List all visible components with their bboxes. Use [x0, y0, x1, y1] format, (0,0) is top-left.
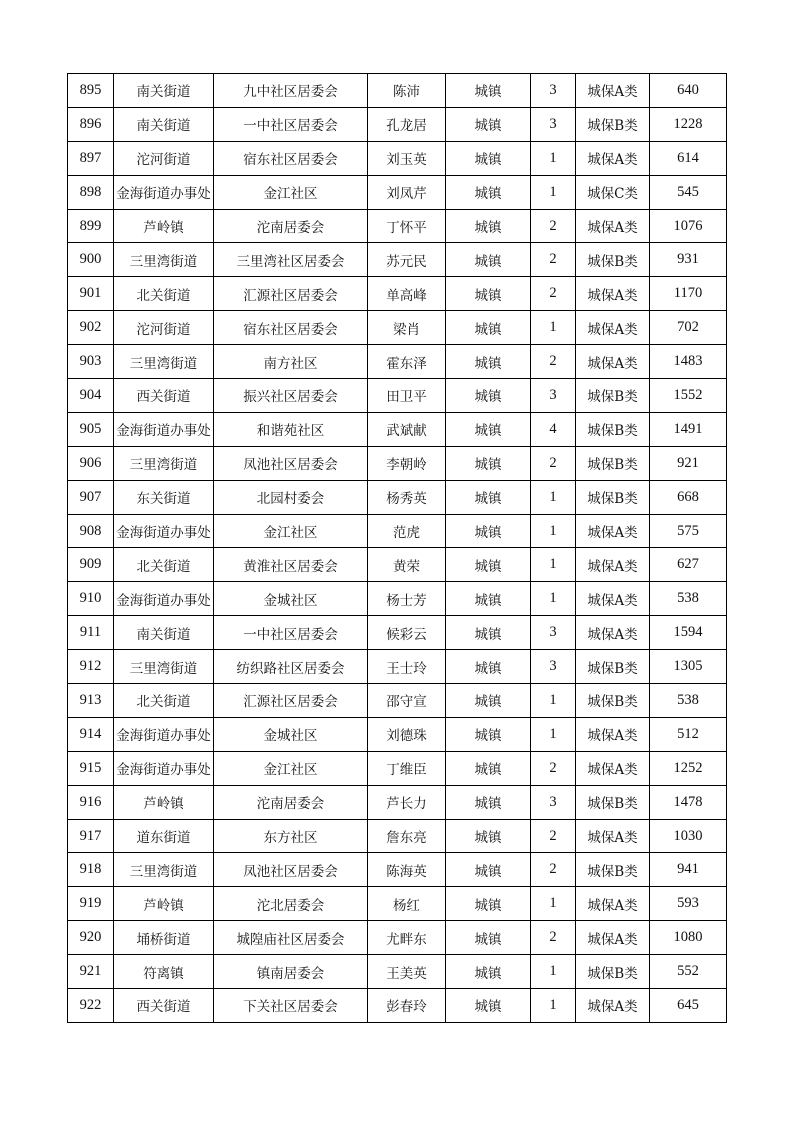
- community-cell: 凤池社区居委会: [214, 446, 368, 480]
- street-cell: 金海街道办事处: [114, 582, 214, 616]
- row-number-cell: 906: [68, 446, 114, 480]
- insurance-category-cell: 城保B类: [576, 480, 650, 514]
- data-table: [67, 73, 727, 1023]
- community-cell: 一中社区居委会: [214, 107, 368, 141]
- insurance-category-cell: 城保A类: [576, 277, 650, 311]
- name-cell: 尤畔东: [368, 921, 446, 955]
- name-cell: 单高峰: [368, 277, 446, 311]
- amount-cell: 1228: [650, 107, 727, 141]
- table-body: [68, 74, 727, 1023]
- table-row: [68, 209, 727, 243]
- community-cell: 宿东社区居委会: [214, 141, 368, 175]
- name-cell: 丁维臣: [368, 751, 446, 785]
- insurance-category-cell: 城保A类: [576, 141, 650, 175]
- household-count-cell: 2: [531, 751, 576, 785]
- insurance-category-cell: 城保A类: [576, 616, 650, 650]
- amount-cell: 702: [650, 311, 727, 345]
- community-cell: 金城社区: [214, 717, 368, 751]
- household-count-cell: 1: [531, 989, 576, 1023]
- street-cell: 金海街道办事处: [114, 717, 214, 751]
- row-number-cell: 898: [68, 175, 114, 209]
- amount-cell: 941: [650, 853, 727, 887]
- street-cell: 南关街道: [114, 107, 214, 141]
- table-row: [68, 277, 727, 311]
- insurance-category-cell: 城保A类: [576, 921, 650, 955]
- row-number-cell: 897: [68, 141, 114, 175]
- insurance-category-cell: 城保A类: [576, 514, 650, 548]
- name-cell: 田卫平: [368, 379, 446, 413]
- amount-cell: 538: [650, 582, 727, 616]
- insurance-category-cell: 城保A类: [576, 74, 650, 108]
- table-row: [68, 311, 727, 345]
- street-cell: 北关街道: [114, 548, 214, 582]
- community-cell: 南方社区: [214, 345, 368, 379]
- insurance-category-cell: 城保B类: [576, 650, 650, 684]
- insurance-category-cell: 城保A类: [576, 751, 650, 785]
- area-type-cell: 城镇: [446, 616, 531, 650]
- table-row: [68, 751, 727, 785]
- household-count-cell: 2: [531, 853, 576, 887]
- community-cell: 沱南居委会: [214, 209, 368, 243]
- name-cell: 詹东亮: [368, 819, 446, 853]
- table-row: [68, 582, 727, 616]
- table-row: [68, 514, 727, 548]
- area-type-cell: 城镇: [446, 819, 531, 853]
- household-count-cell: 3: [531, 616, 576, 650]
- row-number-cell: 908: [68, 514, 114, 548]
- household-count-cell: 1: [531, 887, 576, 921]
- row-number-cell: 913: [68, 684, 114, 718]
- row-number-cell: 916: [68, 785, 114, 819]
- insurance-category-cell: 城保B类: [576, 684, 650, 718]
- table-row: [68, 412, 727, 446]
- community-cell: 沱南居委会: [214, 785, 368, 819]
- area-type-cell: 城镇: [446, 277, 531, 311]
- household-count-cell: 2: [531, 819, 576, 853]
- community-cell: 沱北居委会: [214, 887, 368, 921]
- street-cell: 金海街道办事处: [114, 514, 214, 548]
- area-type-cell: 城镇: [446, 446, 531, 480]
- household-count-cell: 1: [531, 717, 576, 751]
- table-row: [68, 684, 727, 718]
- household-count-cell: 1: [531, 141, 576, 175]
- table-row: [68, 379, 727, 413]
- row-number-cell: 920: [68, 921, 114, 955]
- row-number-cell: 911: [68, 616, 114, 650]
- community-cell: 三里湾社区居委会: [214, 243, 368, 277]
- area-type-cell: 城镇: [446, 141, 531, 175]
- insurance-category-cell: 城保B类: [576, 107, 650, 141]
- area-type-cell: 城镇: [446, 175, 531, 209]
- community-cell: 东方社区: [214, 819, 368, 853]
- amount-cell: 593: [650, 887, 727, 921]
- row-number-cell: 917: [68, 819, 114, 853]
- area-type-cell: 城镇: [446, 514, 531, 548]
- name-cell: 王美英: [368, 955, 446, 989]
- household-count-cell: 2: [531, 209, 576, 243]
- name-cell: 丁怀平: [368, 209, 446, 243]
- household-count-cell: 3: [531, 650, 576, 684]
- name-cell: 陈海英: [368, 853, 446, 887]
- household-count-cell: 2: [531, 243, 576, 277]
- insurance-category-cell: 城保A类: [576, 345, 650, 379]
- name-cell: 李朝岭: [368, 446, 446, 480]
- amount-cell: 921: [650, 446, 727, 480]
- amount-cell: 1170: [650, 277, 727, 311]
- name-cell: 霍东泽: [368, 345, 446, 379]
- row-number-cell: 909: [68, 548, 114, 582]
- amount-cell: 1552: [650, 379, 727, 413]
- name-cell: 刘德珠: [368, 717, 446, 751]
- community-cell: 黄淮社区居委会: [214, 548, 368, 582]
- name-cell: 黄荣: [368, 548, 446, 582]
- household-count-cell: 3: [531, 379, 576, 413]
- community-cell: 汇源社区居委会: [214, 684, 368, 718]
- row-number-cell: 901: [68, 277, 114, 311]
- table-row: [68, 74, 727, 108]
- household-count-cell: 3: [531, 74, 576, 108]
- table-row: [68, 785, 727, 819]
- area-type-cell: 城镇: [446, 751, 531, 785]
- street-cell: 金海街道办事处: [114, 175, 214, 209]
- insurance-category-cell: 城保A类: [576, 819, 650, 853]
- area-type-cell: 城镇: [446, 887, 531, 921]
- street-cell: 北关街道: [114, 684, 214, 718]
- household-count-cell: 2: [531, 446, 576, 480]
- community-cell: 金江社区: [214, 751, 368, 785]
- insurance-category-cell: 城保B类: [576, 785, 650, 819]
- household-count-cell: 1: [531, 548, 576, 582]
- area-type-cell: 城镇: [446, 921, 531, 955]
- area-type-cell: 城镇: [446, 548, 531, 582]
- area-type-cell: 城镇: [446, 107, 531, 141]
- insurance-category-cell: 城保B类: [576, 243, 650, 277]
- area-type-cell: 城镇: [446, 717, 531, 751]
- amount-cell: 1594: [650, 616, 727, 650]
- street-cell: 埇桥街道: [114, 921, 214, 955]
- insurance-category-cell: 城保A类: [576, 582, 650, 616]
- street-cell: 三里湾街道: [114, 243, 214, 277]
- name-cell: 邵守宣: [368, 684, 446, 718]
- insurance-category-cell: 城保A类: [576, 209, 650, 243]
- area-type-cell: 城镇: [446, 955, 531, 989]
- community-cell: 汇源社区居委会: [214, 277, 368, 311]
- name-cell: 杨秀英: [368, 480, 446, 514]
- community-cell: 镇南居委会: [214, 955, 368, 989]
- row-number-cell: 907: [68, 480, 114, 514]
- amount-cell: 614: [650, 141, 727, 175]
- insurance-category-cell: 城保B类: [576, 446, 650, 480]
- name-cell: 武斌献: [368, 412, 446, 446]
- row-number-cell: 904: [68, 379, 114, 413]
- table-row: [68, 989, 727, 1023]
- amount-cell: 575: [650, 514, 727, 548]
- amount-cell: 645: [650, 989, 727, 1023]
- table-row: [68, 345, 727, 379]
- row-number-cell: 900: [68, 243, 114, 277]
- amount-cell: 545: [650, 175, 727, 209]
- table-row: [68, 548, 727, 582]
- street-cell: 三里湾街道: [114, 853, 214, 887]
- area-type-cell: 城镇: [446, 480, 531, 514]
- household-count-cell: 2: [531, 277, 576, 311]
- street-cell: 金海街道办事处: [114, 751, 214, 785]
- table-row: [68, 616, 727, 650]
- name-cell: 彭春玲: [368, 989, 446, 1023]
- amount-cell: 1491: [650, 412, 727, 446]
- street-cell: 南关街道: [114, 74, 214, 108]
- name-cell: 芦长力: [368, 785, 446, 819]
- table-row: [68, 921, 727, 955]
- street-cell: 芦岭镇: [114, 887, 214, 921]
- household-count-cell: 2: [531, 921, 576, 955]
- insurance-category-cell: 城保A类: [576, 989, 650, 1023]
- row-number-cell: 899: [68, 209, 114, 243]
- insurance-category-cell: 城保B类: [576, 853, 650, 887]
- row-number-cell: 912: [68, 650, 114, 684]
- table-row: [68, 717, 727, 751]
- row-number-cell: 905: [68, 412, 114, 446]
- street-cell: 沱河街道: [114, 141, 214, 175]
- amount-cell: 1305: [650, 650, 727, 684]
- amount-cell: 627: [650, 548, 727, 582]
- table-row: [68, 650, 727, 684]
- name-cell: 刘玉英: [368, 141, 446, 175]
- amount-cell: 1030: [650, 819, 727, 853]
- community-cell: 九中社区居委会: [214, 74, 368, 108]
- community-cell: 凤池社区居委会: [214, 853, 368, 887]
- amount-cell: 640: [650, 74, 727, 108]
- area-type-cell: 城镇: [446, 74, 531, 108]
- name-cell: 孔龙居: [368, 107, 446, 141]
- household-count-cell: 1: [531, 480, 576, 514]
- community-cell: 金江社区: [214, 175, 368, 209]
- table-row: [68, 955, 727, 989]
- row-number-cell: 902: [68, 311, 114, 345]
- community-cell: 城隍庙社区居委会: [214, 921, 368, 955]
- community-cell: 宿东社区居委会: [214, 311, 368, 345]
- table-row: [68, 446, 727, 480]
- area-type-cell: 城镇: [446, 684, 531, 718]
- area-type-cell: 城镇: [446, 209, 531, 243]
- table-row: [68, 175, 727, 209]
- table-row: [68, 243, 727, 277]
- street-cell: 芦岭镇: [114, 209, 214, 243]
- street-cell: 西关街道: [114, 379, 214, 413]
- insurance-category-cell: 城保B类: [576, 412, 650, 446]
- street-cell: 北关街道: [114, 277, 214, 311]
- street-cell: 东关街道: [114, 480, 214, 514]
- amount-cell: 668: [650, 480, 727, 514]
- community-cell: 下关社区居委会: [214, 989, 368, 1023]
- community-cell: 纺织路社区居委会: [214, 650, 368, 684]
- community-cell: 金江社区: [214, 514, 368, 548]
- street-cell: 三里湾街道: [114, 650, 214, 684]
- row-number-cell: 915: [68, 751, 114, 785]
- community-cell: 金城社区: [214, 582, 368, 616]
- insurance-category-cell: 城保A类: [576, 887, 650, 921]
- name-cell: 刘凤芹: [368, 175, 446, 209]
- name-cell: 候彩云: [368, 616, 446, 650]
- amount-cell: 1478: [650, 785, 727, 819]
- street-cell: 南关街道: [114, 616, 214, 650]
- household-count-cell: 1: [531, 582, 576, 616]
- name-cell: 杨士芳: [368, 582, 446, 616]
- community-cell: 北园村委会: [214, 480, 368, 514]
- area-type-cell: 城镇: [446, 311, 531, 345]
- insurance-category-cell: 城保A类: [576, 548, 650, 582]
- insurance-category-cell: 城保A类: [576, 717, 650, 751]
- household-count-cell: 3: [531, 785, 576, 819]
- row-number-cell: 914: [68, 717, 114, 751]
- row-number-cell: 896: [68, 107, 114, 141]
- name-cell: 范虎: [368, 514, 446, 548]
- street-cell: 道东街道: [114, 819, 214, 853]
- row-number-cell: 918: [68, 853, 114, 887]
- street-cell: 符离镇: [114, 955, 214, 989]
- name-cell: 王士玲: [368, 650, 446, 684]
- table-row: [68, 853, 727, 887]
- area-type-cell: 城镇: [446, 379, 531, 413]
- amount-cell: 538: [650, 684, 727, 718]
- area-type-cell: 城镇: [446, 412, 531, 446]
- street-cell: 沱河街道: [114, 311, 214, 345]
- row-number-cell: 903: [68, 345, 114, 379]
- area-type-cell: 城镇: [446, 582, 531, 616]
- amount-cell: 1483: [650, 345, 727, 379]
- amount-cell: 1080: [650, 921, 727, 955]
- area-type-cell: 城镇: [446, 243, 531, 277]
- amount-cell: 552: [650, 955, 727, 989]
- amount-cell: 1252: [650, 751, 727, 785]
- insurance-category-cell: 城保B类: [576, 955, 650, 989]
- area-type-cell: 城镇: [446, 650, 531, 684]
- street-cell: 芦岭镇: [114, 785, 214, 819]
- area-type-cell: 城镇: [446, 345, 531, 379]
- household-count-cell: 4: [531, 412, 576, 446]
- household-count-cell: 3: [531, 107, 576, 141]
- community-cell: 振兴社区居委会: [214, 379, 368, 413]
- household-count-cell: 2: [531, 345, 576, 379]
- name-cell: 梁肖: [368, 311, 446, 345]
- street-cell: 三里湾街道: [114, 345, 214, 379]
- insurance-category-cell: 城保B类: [576, 379, 650, 413]
- household-count-cell: 1: [531, 175, 576, 209]
- community-cell: 和谐苑社区: [214, 412, 368, 446]
- household-count-cell: 1: [531, 311, 576, 345]
- insurance-category-cell: 城保C类: [576, 175, 650, 209]
- row-number-cell: 895: [68, 74, 114, 108]
- table-row: [68, 819, 727, 853]
- amount-cell: 931: [650, 243, 727, 277]
- area-type-cell: 城镇: [446, 989, 531, 1023]
- amount-cell: 512: [650, 717, 727, 751]
- name-cell: 杨红: [368, 887, 446, 921]
- area-type-cell: 城镇: [446, 785, 531, 819]
- street-cell: 西关街道: [114, 989, 214, 1023]
- row-number-cell: 910: [68, 582, 114, 616]
- row-number-cell: 919: [68, 887, 114, 921]
- street-cell: 三里湾街道: [114, 446, 214, 480]
- row-number-cell: 922: [68, 989, 114, 1023]
- name-cell: 陈沛: [368, 74, 446, 108]
- amount-cell: 1076: [650, 209, 727, 243]
- area-type-cell: 城镇: [446, 853, 531, 887]
- household-count-cell: 1: [531, 955, 576, 989]
- street-cell: 金海街道办事处: [114, 412, 214, 446]
- table-row: [68, 887, 727, 921]
- insurance-category-cell: 城保A类: [576, 311, 650, 345]
- table-row: [68, 480, 727, 514]
- name-cell: 苏元民: [368, 243, 446, 277]
- table-row: [68, 107, 727, 141]
- household-count-cell: 1: [531, 514, 576, 548]
- table-row: [68, 141, 727, 175]
- community-cell: 一中社区居委会: [214, 616, 368, 650]
- household-count-cell: 1: [531, 684, 576, 718]
- row-number-cell: 921: [68, 955, 114, 989]
